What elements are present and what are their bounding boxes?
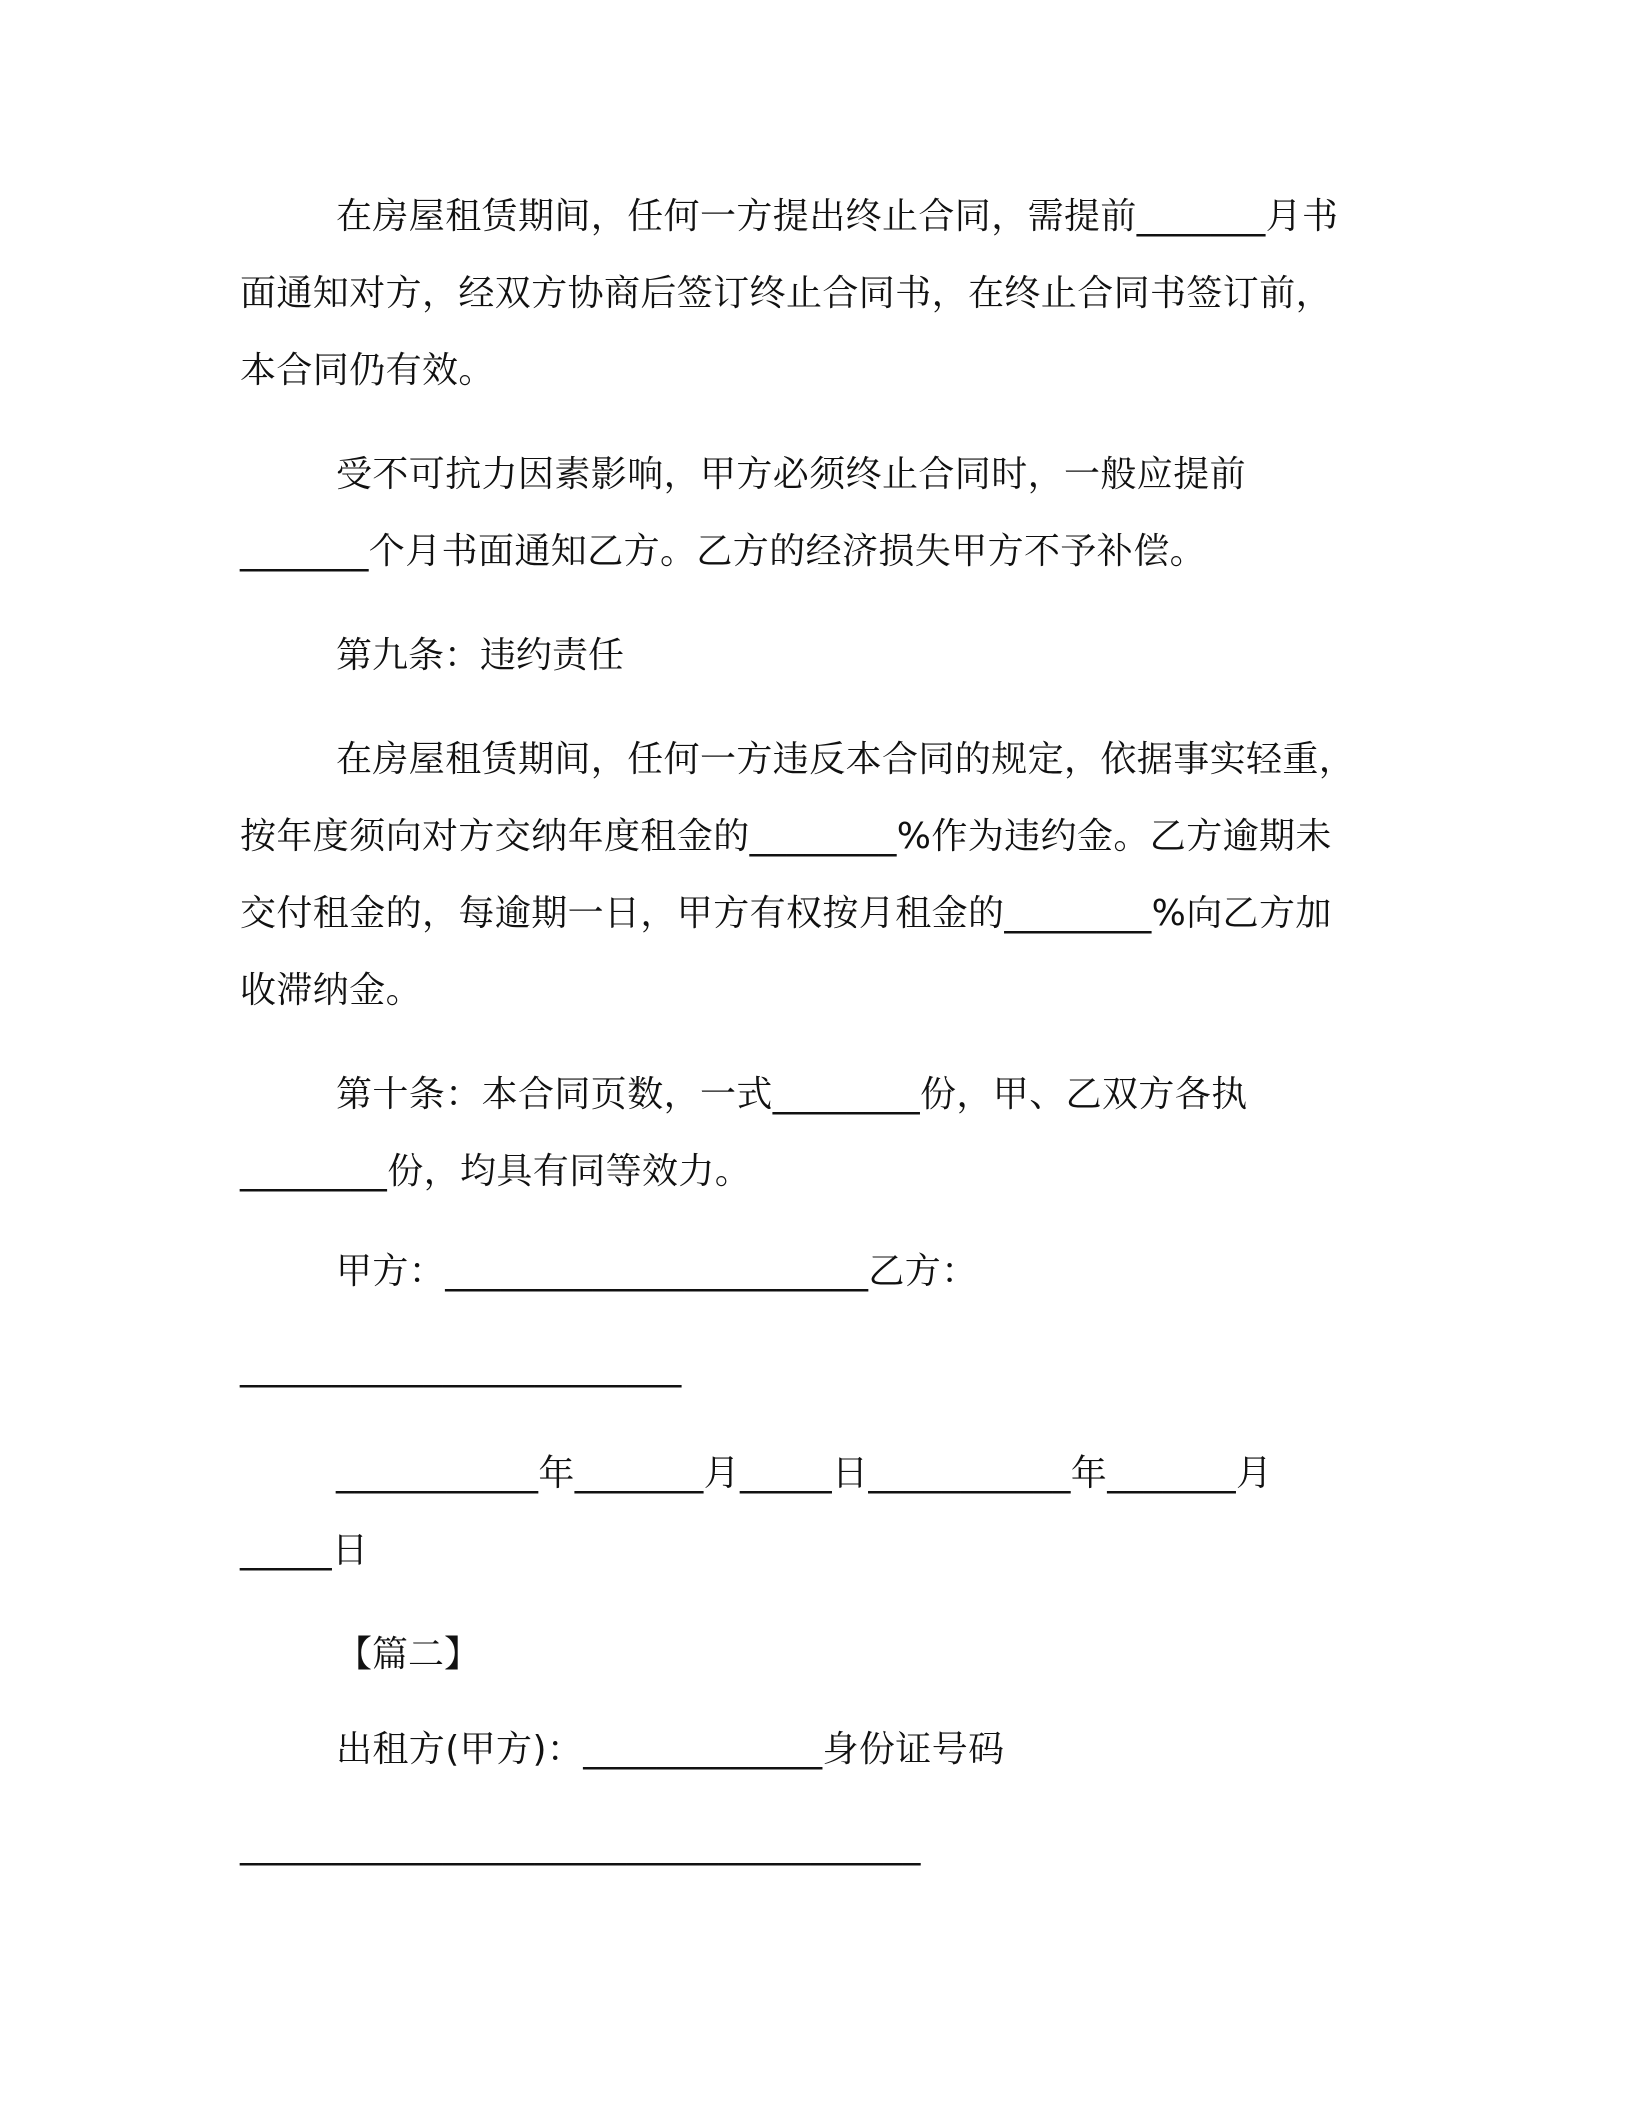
signature-parties-block bbox=[240, 1237, 1380, 1403]
text-line: 受不可抗力因素影响，甲方必须终止合同时，一般应提前 bbox=[336, 454, 1247, 495]
text-line: 交付租金的，每逾期一日，甲方有权按月租金的________%向乙方加 bbox=[240, 893, 1332, 934]
lessor-info-block bbox=[240, 1715, 1380, 1881]
text-line: _______个月书面通知乙方。乙方的经济损失甲方不予补偿。 bbox=[240, 531, 1207, 572]
text-line: 第十条：本合同页数，一式________份，甲、乙双方各执 bbox=[336, 1074, 1248, 1115]
signature-date-block bbox=[240, 1435, 1380, 1589]
party-signature-line: ________________________ bbox=[240, 1347, 682, 1388]
party-signature-line: 甲方：_______________________乙方： bbox=[336, 1251, 978, 1292]
text-line: 在房屋租赁期间，任何一方违反本合同的规定，依据事实轻重， bbox=[336, 739, 1356, 780]
article-nine-heading: 第九条：违约责任 bbox=[336, 635, 625, 676]
text-line: 按年度须向对方交纳年度租金的________%作为违约金。乙方逾期未 bbox=[240, 816, 1332, 857]
text-line: 面通知对方，经双方协商后签订终止合同书，在终止合同书签订前， bbox=[240, 273, 1333, 314]
id-number-line: _____________________________________ bbox=[240, 1825, 921, 1866]
document-page bbox=[240, 178, 1380, 1908]
date-line: ___________年_______月_____日___________年_______月 bbox=[336, 1453, 1273, 1494]
article-ten-paragraph bbox=[240, 1056, 1380, 1210]
text-line: ________份，均具有同等效力。 bbox=[240, 1151, 752, 1192]
force-majeure-paragraph bbox=[240, 436, 1380, 590]
liability-paragraph bbox=[240, 721, 1380, 1029]
text-line: 收滞纳金。 bbox=[240, 970, 423, 1011]
text-line: 在房屋租赁期间，任何一方提出终止合同，需提前_______月书 bbox=[336, 196, 1339, 237]
date-line: _____日 bbox=[240, 1530, 369, 1571]
section-two-heading: 【篇二】 bbox=[336, 1634, 481, 1675]
text-line: 本合同仍有效。 bbox=[240, 350, 495, 391]
termination-notice-paragraph bbox=[240, 178, 1380, 409]
lessor-line: 出租方(甲方)：_____________身份证号码 bbox=[336, 1729, 1005, 1770]
